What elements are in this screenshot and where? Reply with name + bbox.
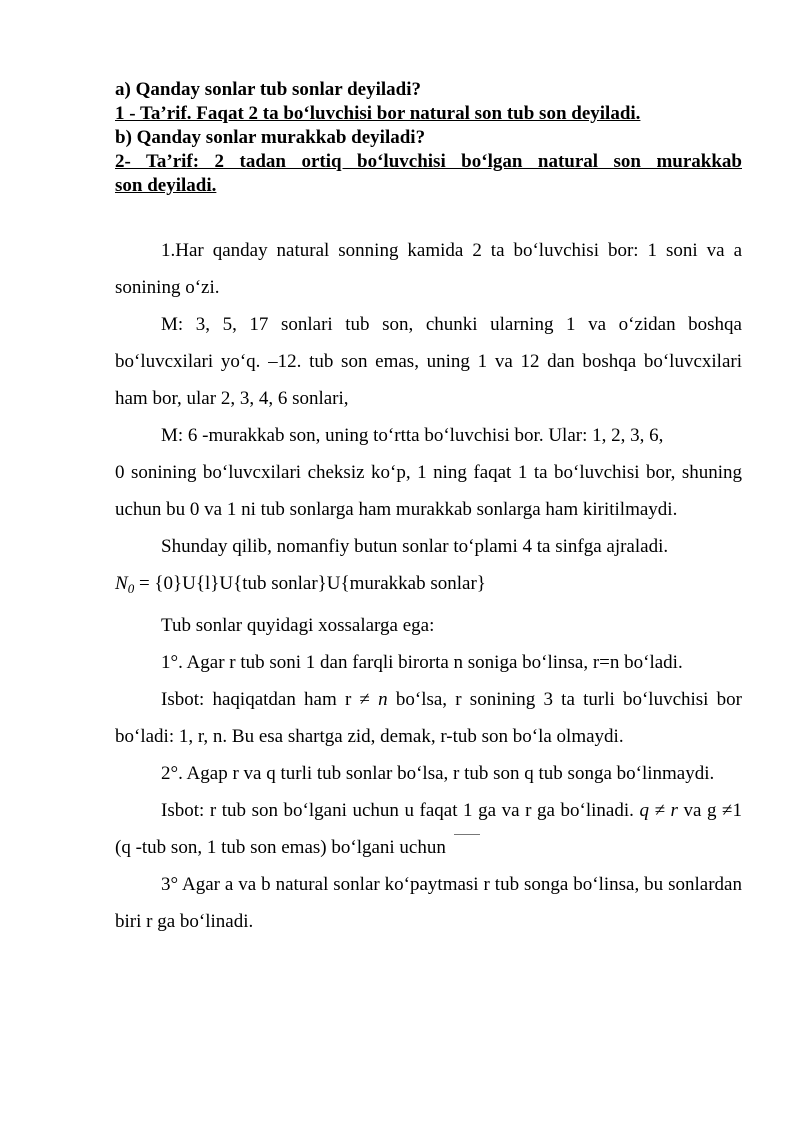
paragraph-7-end: bo‘lsa, r sonining 3 ta turli bo‘luvchisi bor bo‘ladi: 1, r, n. Bu esa shartga zid, demak, r-tub son bo‘la olmaydi. xyxy=(115,689,742,747)
paragraph-4: Shunday qilib, nomanfiy butun sonlar to‘plami 4 ta sinfga ajraladi. xyxy=(161,536,669,557)
paragraph-10: 3° Agar a va b natural sonlar ko‘paytmasi r tub songa bo‘linsa, bu sonlardan biri r ga bo‘linadi. xyxy=(115,874,742,932)
paragraph-7-start: Isbot: haqiqatdan ham r ≠ xyxy=(161,689,379,710)
paragraph-3-continued: 0 sonining bo‘luvcxilari cheksiz ko‘p, 1 ning faqat 1 ta bo‘luvchisi bor, shuning uchun bu 0 va 1 ni tub sonlarga ham murakkab sonlarga ham kiritilmaydi. xyxy=(115,462,742,520)
formula-line xyxy=(115,565,742,607)
definition-2-line-2: son deyiladi. xyxy=(115,175,217,196)
paragraph-9-start: Isbot: r tub son bo‘lgani uchun u faqat 1 ga va r ga bo‘linadi. xyxy=(161,800,640,821)
body-text xyxy=(115,232,742,940)
formula-rest: = {0}U{l}U{tub sonlar}U{murakkab sonlar} xyxy=(134,573,486,594)
paragraph-6: 1°. Agar r tub soni 1 dan farqli birorta n soniga bo‘linsa, r=n bo‘ladi. xyxy=(161,652,683,673)
formula-subscript: 0 xyxy=(127,581,135,596)
definition-1: 1 - Ta’rif. Faqat 2 ta bo‘luvchisi bor natural son tub son deyiladi. xyxy=(115,103,641,124)
paragraph-8: 2°. Agap r va q turli tub sonlar bo‘lsa, r tub son q tub songa bo‘linmaydi. xyxy=(161,763,715,784)
paragraph-9 xyxy=(115,792,742,866)
paragraph-9-expression: q ≠ r xyxy=(639,800,678,821)
question-a: a) Qanday sonlar tub sonlar deyiladi? xyxy=(115,79,422,100)
paragraph-7-variable: n xyxy=(378,689,388,710)
paragraph-3: M: 6 -murakkab son, uning to‘rtta bo‘luvchisi bor. Ular: 1, 2, 3, 6, xyxy=(161,425,664,446)
definition-2-line-1: 2- Ta’rif: 2 tadan ortiq bo‘luvchisi bo‘lgan natural son murakkab xyxy=(115,151,742,172)
paragraph-5: Tub sonlar quyidagi xossalarga ega: xyxy=(161,615,435,636)
document-content xyxy=(115,78,742,940)
paragraph-9-end: va g ≠1 (q -tub son, 1 tub son emas) bo‘lgani uchun xyxy=(115,800,742,858)
paragraph-7 xyxy=(115,681,742,755)
question-b: b) Qanday sonlar murakkab deyiladi? xyxy=(115,127,426,148)
paragraph-2: M: 3, 5, 17 sonlari tub son, chunki ularning 1 va o‘zidan boshqa bo‘luvcxilari yo‘q. –12. tub son emas, uning 1 va 12 dan boshqa bo‘luvcxilari ham bor, ular 2, 3, 4, 6 sonlari, xyxy=(115,314,742,409)
formula-symbol: N xyxy=(115,573,128,594)
paragraph-1: 1.Har qanday natural sonning kamida 2 ta bo‘luvchisi bor: 1 soni va a sonining o‘zi. xyxy=(115,240,742,298)
formula-placeholder-line xyxy=(454,834,480,835)
